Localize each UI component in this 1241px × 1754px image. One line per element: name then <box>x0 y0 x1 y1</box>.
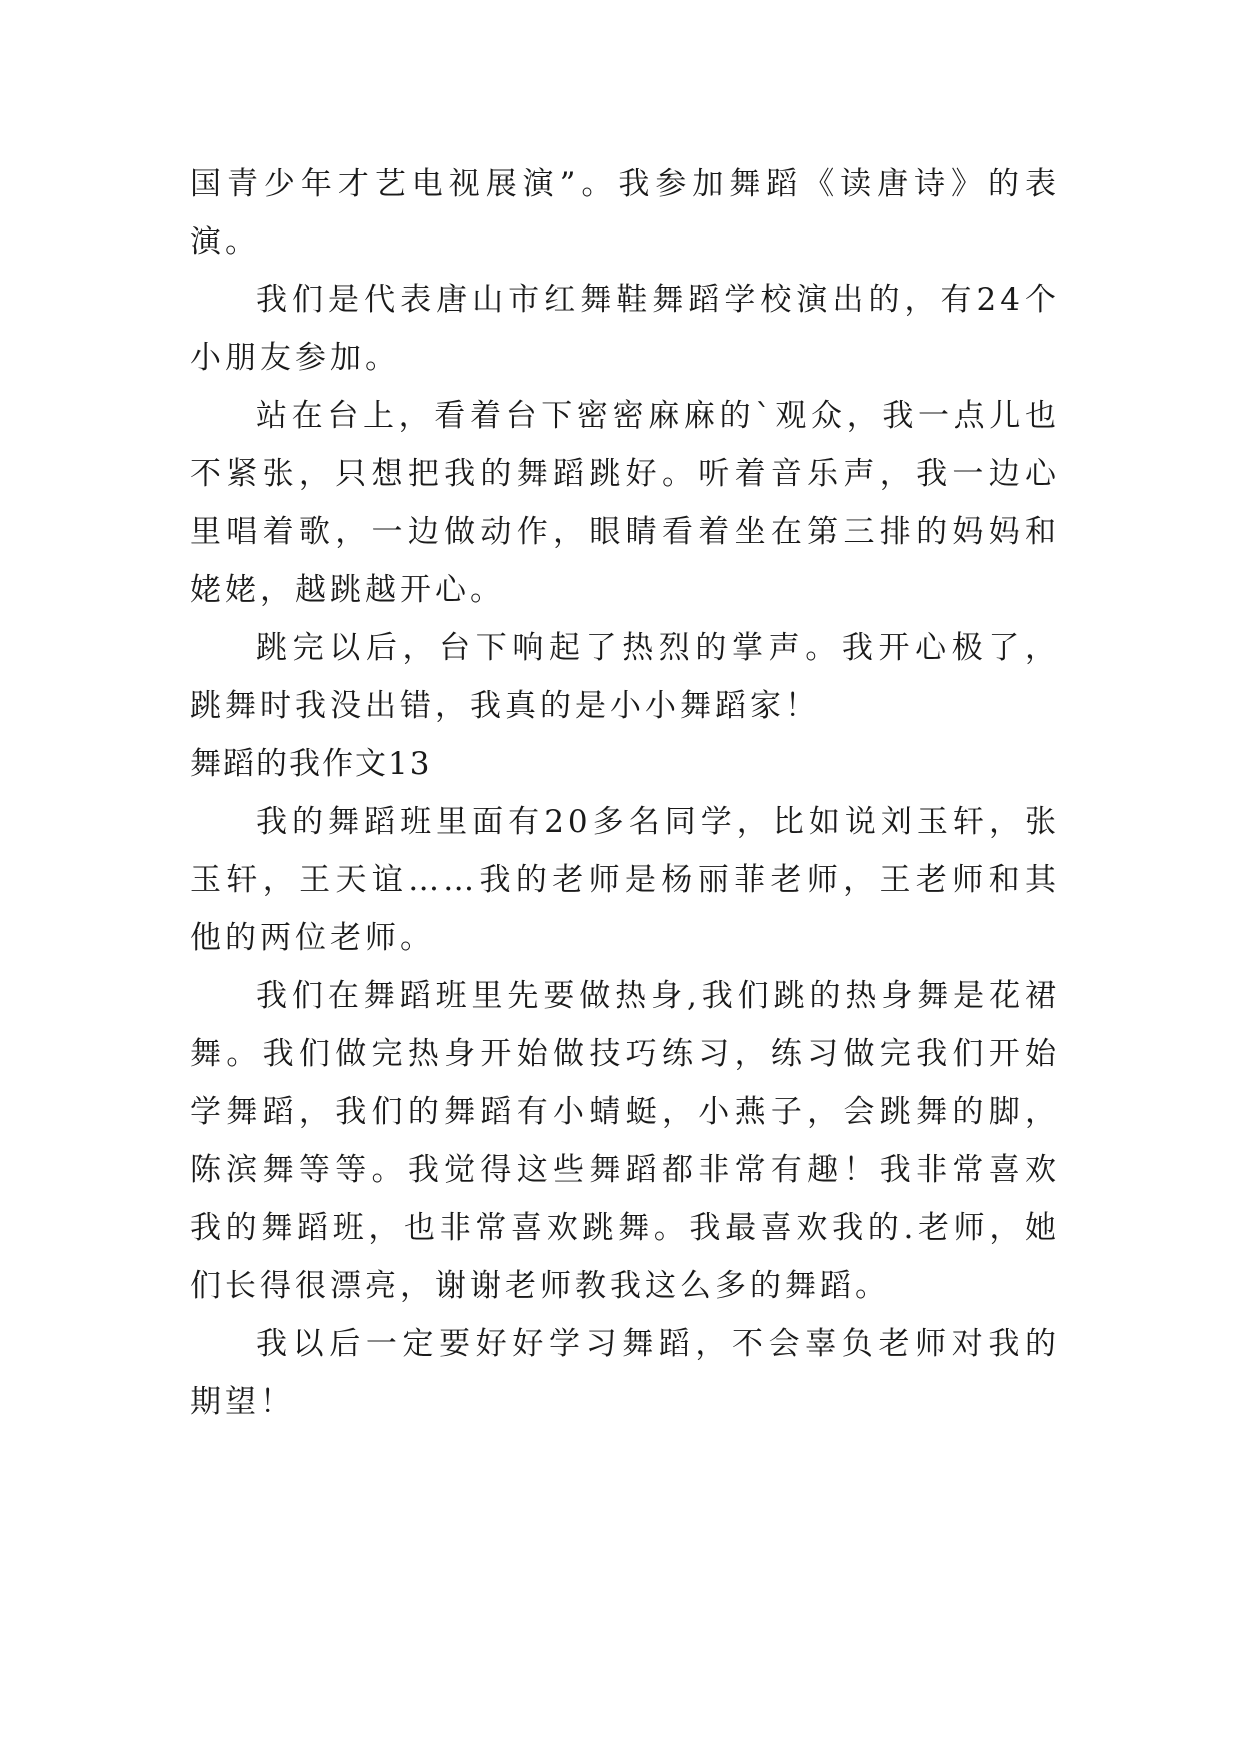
paragraph: 跳完以后，台下响起了热烈的掌声。我开心极了，跳舞时我没出错，我真的是小小舞蹈家！ <box>190 630 1060 724</box>
paragraph: 我的舞蹈班里面有20多名同学，比如说刘玉轩，张玉轩，王天谊……我的老师是杨丽菲老师，王老师和其他的两位老师。 <box>190 804 1060 956</box>
paragraph: 我们是代表唐山市红舞鞋舞蹈学校演出的，有24个小朋友参加。 <box>190 282 1060 376</box>
section-heading: 舞蹈的我作文13 <box>190 746 432 782</box>
paragraph: 站在台上，看着台下密密麻麻的`观众，我一点儿也不紧张，只想把我的舞蹈跳好。听着音乐声，我一边心里唱着歌，一边做动作，眼睛看着坐在第三排的妈妈和姥姥，越跳越开心。 <box>190 398 1060 608</box>
paragraph: 我以后一定要好好学习舞蹈，不会辜负老师对我的期望！ <box>190 1326 1060 1420</box>
paragraph: 我们在舞蹈班里先要做热身,我们跳的热身舞是花裙舞。我们做完热身开始做技巧练习，练习做完我们开始学舞蹈，我们的舞蹈有小蜻蜓，小燕子，会跳舞的脚，陈滨舞等等。我觉得这些舞蹈都非常有趣！我非常喜欢我的舞蹈班，也非常喜欢跳舞。我最喜欢我的.老师，她们长得很漂亮，谢谢老师教我这么多的舞蹈。 <box>190 978 1060 1304</box>
document-body <box>190 155 1060 1431</box>
paragraph: 国青少年才艺电视展演”。我参加舞蹈《读唐诗》的表演。 <box>190 166 1060 260</box>
